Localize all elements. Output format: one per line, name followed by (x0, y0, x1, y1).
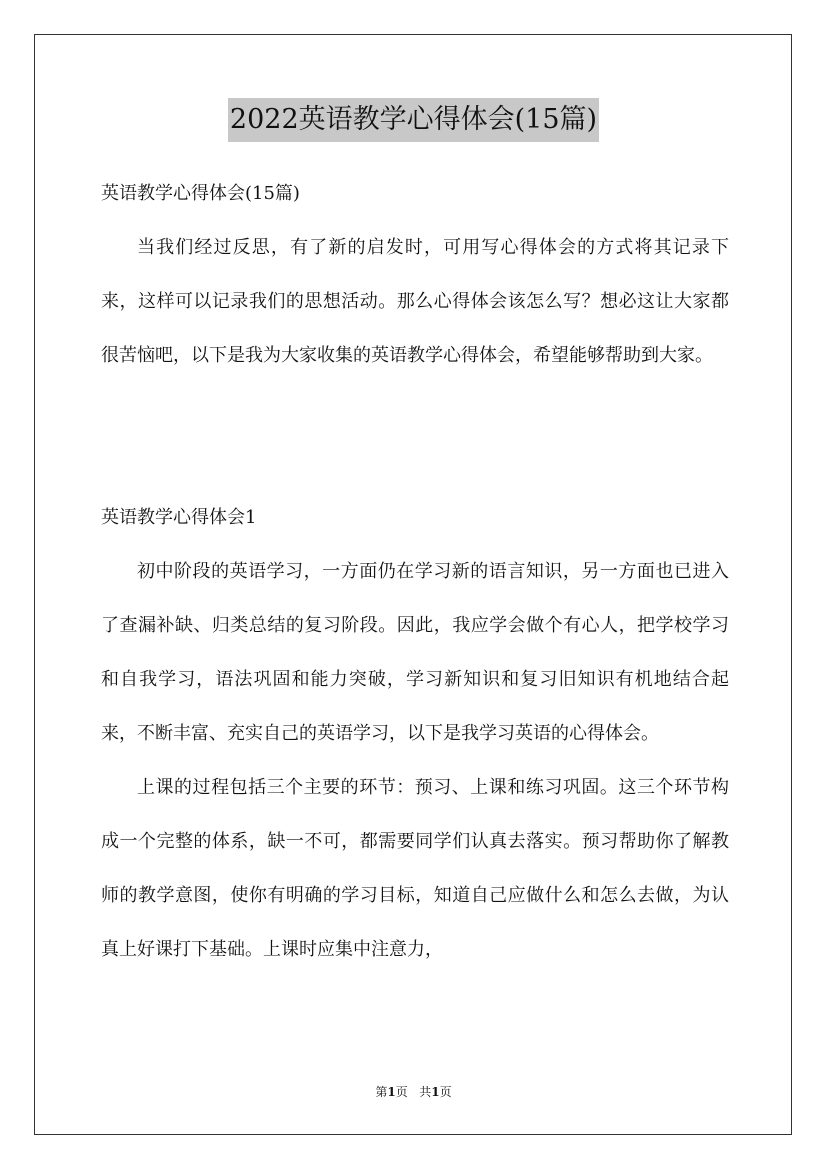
footer-page-suffix: 页 (395, 1085, 408, 1099)
title-container (0, 98, 827, 142)
footer-total-number: 1 (431, 1085, 440, 1099)
section-block (101, 491, 729, 977)
footer-total-suffix: 页 (439, 1085, 452, 1099)
intro-block (101, 221, 729, 383)
body-paragraph-2: 上课的过程包括三个主要的环节：预习、上课和练习巩固。这三个环节构成一个完整的体系，缺一不可，都需要同学们认真去落实。预习帮助你了解教师的教学意图，使你有明确的学习目标，知道自己应做什么和怎么去做，为认真上好课打下基础。上课时应集中注意力， (101, 777, 729, 960)
page-footer (0, 1082, 827, 1102)
body-paragraph-1: 初中阶段的英语学习，一方面仍在学习新的语言知识，另一方面也已进入了查漏补缺、归类总结的复习阶段。因此，我应学会做个有心人，把学校学习和自我学习，语法巩固和能力突破，学习新知识和复习旧知识有机地结合起来，不断丰富、充实自己的英语学习，以下是我学习英语的心得体会。 (101, 561, 729, 744)
section-heading: 英语教学心得体会1 (101, 507, 257, 528)
intro-paragraph: 当我们经过反思，有了新的启发时，可用写心得体会的方式将其记录下来，这样可以记录我们的思想活动。那么心得体会该怎么写？想必这让大家都很苦恼吧，以下是我为大家收集的英语教学心得体会，希望能够帮助到大家。 (101, 237, 729, 366)
footer-page-number: 1 (387, 1085, 396, 1099)
footer-page-prefix: 第 (375, 1085, 388, 1099)
footer-total-prefix: 共 (419, 1085, 432, 1099)
document-subtitle: 英语教学心得体会(15篇) (101, 183, 300, 204)
page-title: 2022英语教学心得体会(15篇) (228, 98, 599, 142)
